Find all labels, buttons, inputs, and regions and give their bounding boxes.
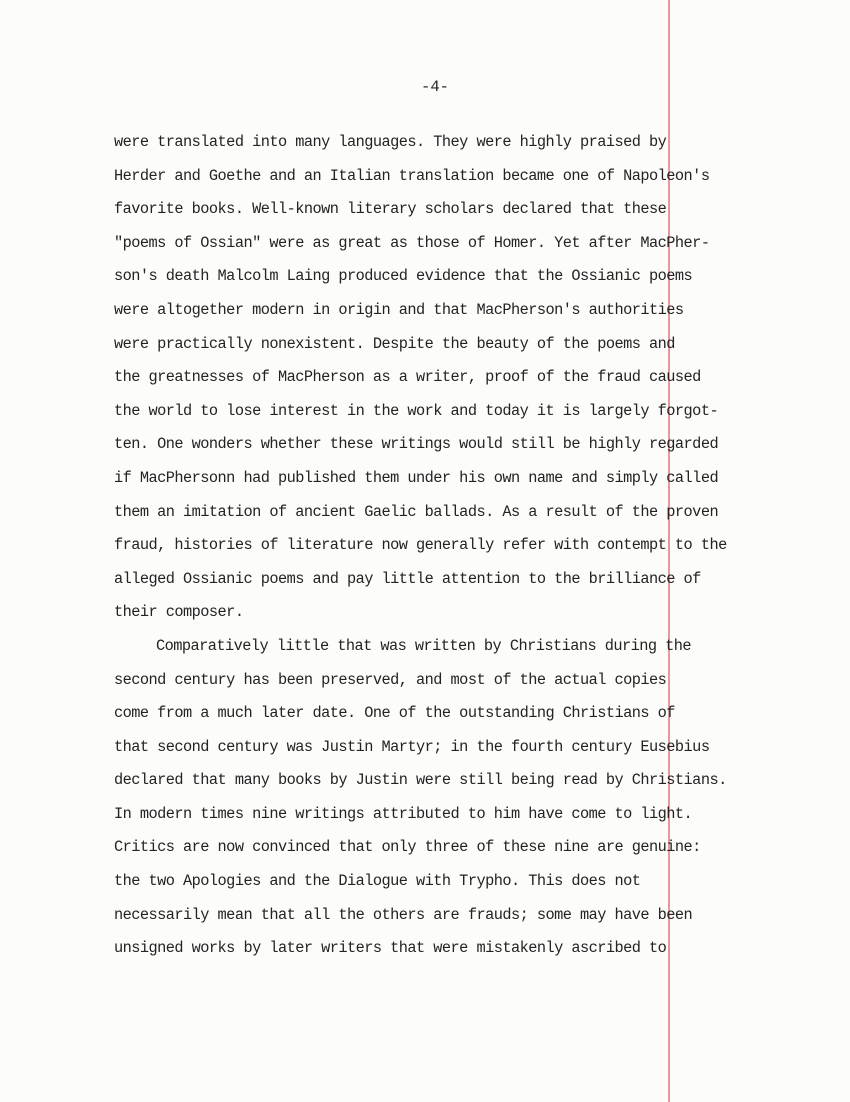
text-line: alleged Ossianic poems and pay little attention to the brilliance of — [114, 569, 701, 588]
text-line: if MacPhersonn had published them under his own name and simply called — [114, 468, 719, 487]
page-number: -4- — [421, 78, 449, 96]
text-line: the greatnesses of MacPherson as a writer, proof of the fraud caused — [114, 368, 701, 387]
text-line: Critics are now convinced that only three of these nine are genuine: — [114, 838, 701, 857]
text-line: them an imitation of ancient Gaelic ballads. As a result of the proven — [114, 502, 719, 521]
text-line: Comparatively little that was written by Christians during the — [156, 636, 692, 655]
text-line: were altogether modern in origin and that MacPherson's authorities — [114, 300, 684, 319]
text-line: come from a much later date. One of the outstanding Christians of — [114, 704, 675, 723]
text-line: that second century was Justin Martyr; in the fourth century Eusebius — [114, 737, 710, 756]
text-line: second century has been preserved, and most of the actual copies — [114, 670, 667, 689]
text-line: son's death Malcolm Laing produced evidence that the Ossianic poems — [114, 267, 693, 286]
text-line: "poems of Ossian" were as great as those of Homer. Yet after MacPher- — [114, 233, 710, 252]
text-line: Herder and Goethe and an Italian translation became one of Napoleon's — [114, 166, 710, 185]
text-line: favorite books. Well-known literary scholars declared that these — [114, 200, 667, 219]
body-text — [114, 130, 734, 970]
text-line: fraud, histories of literature now generally refer with contempt to the — [114, 536, 727, 555]
text-line: In modern times nine writings attributed to him have come to light. — [114, 804, 693, 823]
text-line: unsigned works by later writers that were mistakenly ascribed to — [114, 939, 667, 958]
text-line: necessarily mean that all the others are frauds; some may have been — [114, 905, 693, 924]
text-line: their composer. — [114, 603, 244, 622]
text-line: declared that many books by Justin were still being read by Christians. — [114, 771, 727, 790]
text-line: the two Apologies and the Dialogue with Trypho. This does not — [114, 872, 641, 891]
text-line: were translated into many languages. They were highly praised by — [114, 133, 667, 151]
text-line: were practically nonexistent. Despite the beauty of the poems and — [114, 334, 675, 353]
text-line: the world to lose interest in the work and today it is largely forgot- — [114, 401, 719, 420]
text-line: ten. One wonders whether these writings would still be highly regarded — [114, 435, 719, 454]
